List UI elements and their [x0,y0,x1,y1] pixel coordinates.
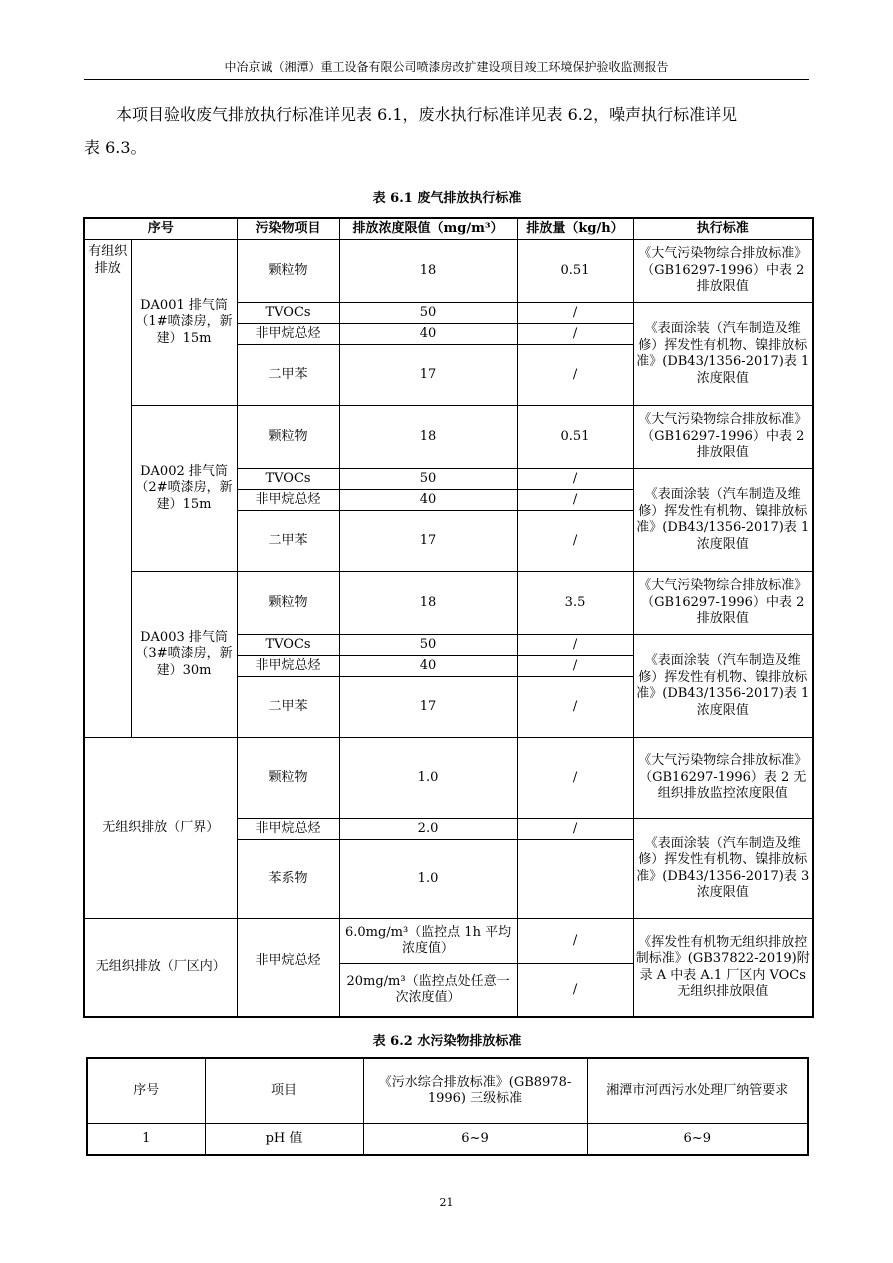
rate-cell: / [517,635,633,656]
table-cell: 1 [87,1124,205,1156]
concentration-cell: 1.0 [339,840,517,919]
rate-cell: / [517,345,633,406]
intro-line-1: 本项目验收废气排放执行标准详见表 6.1，废水执行标准详见表 6.2，噪声执行标准详见 [116,105,738,124]
pollutant-cell: TVOCs [237,635,339,656]
table-cell: pH 值 [205,1124,363,1156]
table-cell: 6~9 [587,1124,808,1156]
concentration-cell: 18 [339,406,517,469]
concentration-cell: 17 [339,677,517,738]
table-header-row [84,218,813,240]
standard-cell: 《表面涂装（汽车制造及维修）挥发性有机物、镍排放标准》(DB43/1356-2017)表 3 浓度限值 [633,819,813,919]
page-header: 中冶京诚（湘潭）重工设备有限公司喷漆房改扩建设项目竣工环境保护验收监测报告 [84,58,809,80]
rate-cell: / [517,303,633,324]
standard-cell: 《大气污染物综合排放标准》（GB16297-1996）中表 2 排放限值 [633,572,813,635]
concentration-cell: 40 [339,656,517,677]
pollutant-cell: 颗粒物 [237,240,339,303]
pollutant-cell: 非甲烷总烃 [237,324,339,345]
plant-emission-label: 无组织排放（厂区内） [84,919,237,1018]
rate-cell: / [517,324,633,345]
concentration-cell: 1.0 [339,738,517,819]
intro-paragraph [84,98,810,164]
concentration-cell: 50 [339,469,517,490]
rate-cell: / [517,677,633,738]
concentration-cell: 50 [339,303,517,324]
outlet-name: DA001 排气筒（1#喷漆房，新建）15m [131,240,237,406]
table-row [84,919,813,964]
pollutant-cell: 非甲烷总烃 [237,819,339,840]
pollutant-cell: 二甲苯 [237,345,339,406]
standard-cell: 《挥发性有机物无组织排放控制标准》(GB37822-2019)附录 A 中表 A.1 厂区内 VOCs 无组织排放限值 [633,919,813,1018]
pollutant-cell: 二甲苯 [237,677,339,738]
standard-cell: 《表面涂装（汽车制造及维修）挥发性有机物、镍排放标准》(DB43/1356-2017)表 1 浓度限值 [633,303,813,406]
boundary-emission-label: 无组织排放（厂界） [84,738,237,919]
concentration-cell: 40 [339,324,517,345]
rate-cell: / [517,490,633,511]
rate-cell [517,840,633,919]
concentration-cell: 18 [339,572,517,635]
table-row [87,1124,808,1156]
concentration-cell: 18 [339,240,517,303]
header-cell: 排放浓度限值（mg/m³） [339,218,517,240]
pollutant-cell: 苯系物 [237,840,339,919]
concentration-cell: 40 [339,490,517,511]
rate-cell: 3.5 [517,572,633,635]
concentration-cell: 17 [339,511,517,572]
table-cell: 6~9 [363,1124,587,1156]
rate-cell: / [517,511,633,572]
table-row [84,406,813,469]
header-cell: 项目 [205,1058,363,1124]
pollutant-cell: TVOCs [237,469,339,490]
rate-cell: / [517,819,633,840]
rate-cell: 0.51 [517,240,633,303]
intro-line-2: 表 6.3。 [84,138,147,157]
pollutant-cell: TVOCs [237,303,339,324]
standard-cell: 《大气污染物综合排放标准》（GB16297-1996）中表 2 排放限值 [633,406,813,469]
standard-cell: 《表面涂装（汽车制造及维修）挥发性有机物、镍排放标准》(DB43/1356-2017)表 1 浓度限值 [633,469,813,572]
pollutant-cell: 颗粒物 [237,406,339,469]
concentration-cell: 2.0 [339,819,517,840]
rate-cell: / [517,919,633,964]
page-number: 21 [439,1196,454,1209]
pollutant-cell: 非甲烷总烃 [237,656,339,677]
rate-cell: 0.51 [517,406,633,469]
standard-cell: 《大气污染物综合排放标准》（GB16297-1996）中表 2 排放限值 [633,240,813,303]
pollutant-cell: 非甲烷总烃 [237,919,339,1018]
header-cell: 排放量（kg/h） [517,218,633,240]
header-cell: 污染物项目 [237,218,339,240]
table-row [84,738,813,819]
pollutant-cell: 颗粒物 [237,738,339,819]
header-cell: 执行标准 [633,218,813,240]
table-6-2-caption: 表 6.2 水污染物排放标准 [372,1034,522,1049]
header-cell: 湘潭市河西污水处理厂纳管要求 [587,1058,808,1124]
table-6-2 [86,1057,809,1156]
concentration-cell: 6.0mg/m³（监控点 1h 平均浓度值） [339,919,517,964]
pollutant-cell: 非甲烷总烃 [237,490,339,511]
standard-cell: 《表面涂装（汽车制造及维修）挥发性有机物、镍排放标准》(DB43/1356-2017)表 1 浓度限值 [633,635,813,738]
table-6-1 [83,217,814,1018]
rate-cell: / [517,738,633,819]
rate-cell: / [517,469,633,490]
concentration-cell: 20mg/m³（监控点处任意一次浓度值） [339,964,517,1018]
concentration-cell: 50 [339,635,517,656]
table-header-row [87,1058,808,1124]
pollutant-cell: 颗粒物 [237,572,339,635]
outlet-name: DA003 排气筒（3#喷漆房，新建）30m [131,572,237,738]
organized-emission-label: 有组织排放 [84,240,131,738]
table-6-1-caption: 表 6.1 废气排放执行标准 [372,191,522,206]
pollutant-cell: 二甲苯 [237,511,339,572]
standard-cell: 《大气污染物综合排放标准》（GB16297-1996）表 2 无组织排放监控浓度限值 [633,738,813,819]
table-row [84,572,813,635]
rate-cell: / [517,656,633,677]
concentration-cell: 17 [339,345,517,406]
header-cell: 序号 [84,218,237,240]
table-row [84,240,813,303]
header-cell: 《污水综合排放标准》(GB8978-1996) 三级标准 [363,1058,587,1124]
outlet-name: DA002 排气筒（2#喷漆房，新建）15m [131,406,237,572]
rate-cell: / [517,964,633,1018]
header-cell: 序号 [87,1058,205,1124]
